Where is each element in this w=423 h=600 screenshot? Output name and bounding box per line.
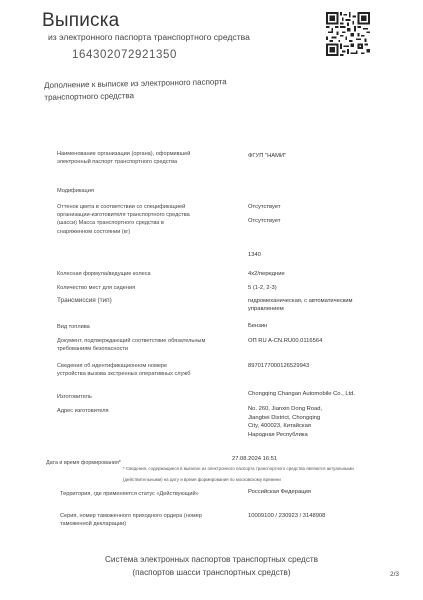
curb-mass-value: 1340 <box>248 252 261 258</box>
mass-label-line-2: снаряженном состоянии (кг) <box>57 228 131 235</box>
formation-datetime: 27.08.2024 16:51 <box>232 456 278 462</box>
addendum-heading <box>44 76 227 104</box>
page-number: 2/3 <box>389 571 399 578</box>
manufacturer-label: Изготовитель <box>57 394 92 400</box>
transmission-label: Трансмиссия (тип) <box>57 297 112 304</box>
footer-line-1: Система электронных паспортов транспортных средств <box>104 555 319 564</box>
transmission-value-line-2: управлением <box>248 306 284 313</box>
fuel-value: Бензин <box>248 323 268 329</box>
address-line-4: Народная Республика <box>248 431 308 438</box>
seats-value: 5 (1-2, 2-3) <box>248 285 277 291</box>
era-label-line-2: устройства вызова экстренных оперативных служб <box>57 371 191 378</box>
manufacturer-address-label: Адрес изготовителя <box>57 408 109 414</box>
mass-absent-value: Отсутствует <box>248 218 281 224</box>
address-line-2: Jiangbei District, Chongqing <box>248 414 321 421</box>
customs-label-line-1: Серия, номер таможенного приходного ордера (номер <box>60 513 202 519</box>
era-glonass-label <box>57 362 190 379</box>
color-label-line-1: Оттенок цвета в соответствии со спецификацией <box>57 204 186 210</box>
customs-value: 10009100 / 230923 / 3148908 <box>248 513 326 519</box>
modification-label: Модификация <box>57 188 94 194</box>
mass-label-line-1: (шасси) Масса транспортного средства в <box>57 220 164 227</box>
territory-label: Территория, где применяется статус «Действующий» <box>60 491 199 497</box>
footer-line-2: (паспортов шасси транспортных средств) <box>132 568 291 577</box>
conformity-doc-label <box>57 337 205 354</box>
transmission-value <box>248 297 353 313</box>
era-label-line-1: Сведения об идентификационном номере <box>57 363 168 369</box>
org-label <box>57 151 190 166</box>
manufacturer-address-value <box>248 405 322 439</box>
color-mass-label <box>57 203 190 236</box>
org-label-line-2: электронный паспорт транспортного средства <box>57 158 178 165</box>
qr-code-icon <box>326 12 370 56</box>
era-glonass-value: 8970177000126529943 <box>248 363 310 369</box>
document-title: Выписка <box>42 10 120 31</box>
manufacturer-value: Chongqing Changan Automobile Co., Ltd. <box>248 391 355 397</box>
seats-label: Количество мест для сидения <box>57 285 136 291</box>
org-value: ФГУП "НАМИ" <box>248 153 287 159</box>
conformity-doc-value: ОП RU A-CN.RU00.0116564 <box>248 338 323 344</box>
color-label-line-2: организации-изготовителя транспортного средства <box>57 212 190 219</box>
document-subtitle: из электронного паспорта транспортного средства <box>48 32 250 42</box>
formation-note-2: (действительными) на дату и время формирования по московскому времени <box>123 477 281 482</box>
territory-value: Российская Федерация <box>248 489 311 495</box>
fuel-label: Вид топлива <box>57 324 90 330</box>
color-value: Отсутствует <box>248 204 281 210</box>
formation-label: Дата и время формирования* <box>46 460 121 466</box>
addendum-line-1: Дополнение к выписке из электронного паспорта <box>44 77 227 90</box>
document-number: 164302072921350 <box>72 49 177 61</box>
address-line-3: City, 400023, Китайская <box>248 423 311 430</box>
wheel-formula-label: Колесная формула/ведущие колеса <box>57 271 151 277</box>
conformity-label-line-2: требованиям безопасности <box>57 346 129 353</box>
wheel-formula-value: 4x2/передние <box>248 271 285 277</box>
customs-label-line-2: таможенной декларации) <box>60 520 127 527</box>
conformity-label-line-1: Документ, подтверждающий соответствие обязательным <box>57 338 206 344</box>
address-line-1: No. 260, Jianxin Dong Road, <box>248 406 323 412</box>
transmission-value-line-1: гидромеханическая, с автоматическим <box>248 298 353 304</box>
org-label-line-1: Наименование организации (органа), оформившей <box>57 151 191 157</box>
addendum-line-2: транспортного средства <box>44 91 135 102</box>
formation-note-1: * Сведения, содержащиеся в выписке из электронного паспорта транспортного средства являются актуальными <box>123 466 354 471</box>
customs-label <box>60 513 202 528</box>
